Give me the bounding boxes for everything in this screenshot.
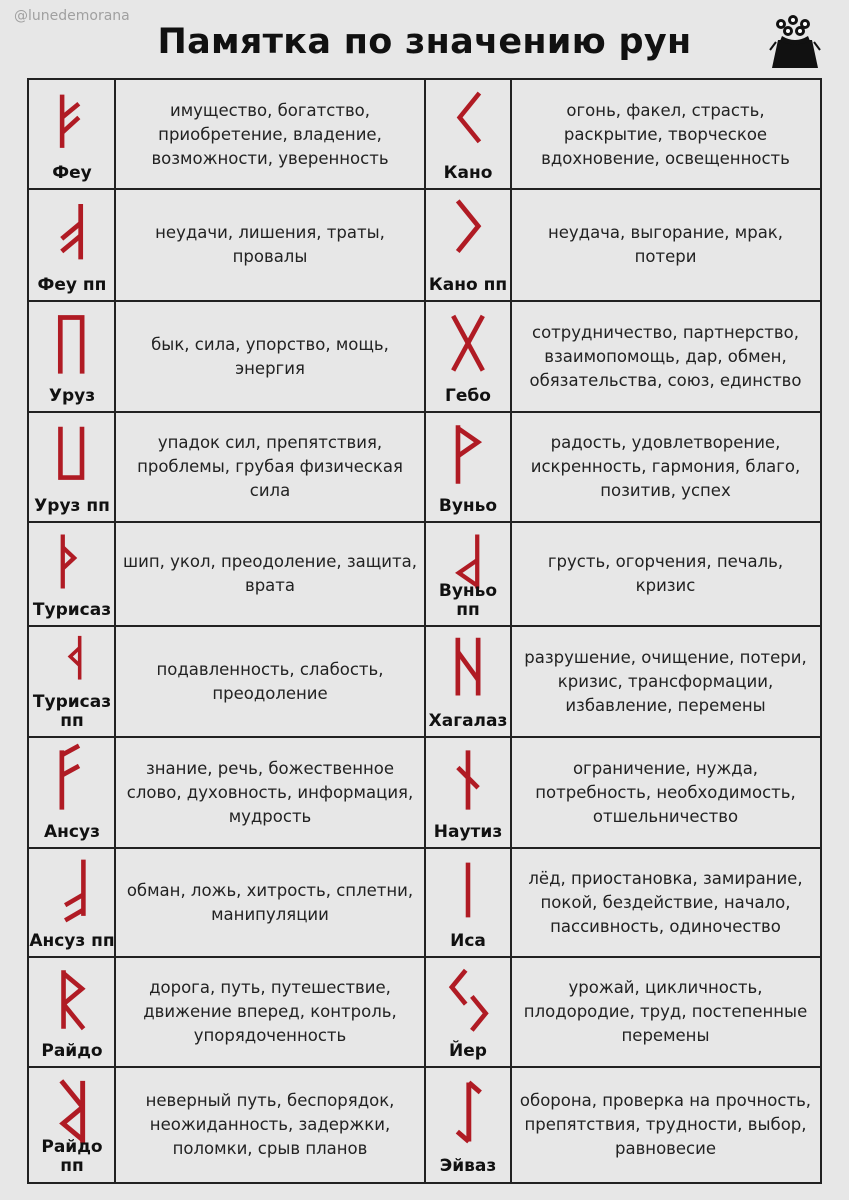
thurisaz-rune-icon xyxy=(29,526,115,597)
kenaz-reversed-rune-icon xyxy=(425,193,511,272)
rune-name: Турисаз xyxy=(32,600,112,620)
rune-name: Уруз xyxy=(48,386,96,406)
rune-meaning: сотрудничество, партнерство, взаимопомощь, дар, обмен, обязательства, союз, единство xyxy=(529,322,802,390)
rune-meaning: упадок сил, препятствия, проблемы, грубая физическая сила xyxy=(137,433,403,500)
wunjo-rune-icon xyxy=(425,416,511,493)
rune-meaning: шип, укол, преодоление, защита, врата xyxy=(123,552,417,595)
uruz-rune-icon xyxy=(29,305,115,383)
rune-name: Райдо xyxy=(41,1041,103,1061)
rune-cell xyxy=(425,957,511,1067)
rune-meaning: разрушение, очищение, потери, кризис, трансформации, избавление, перемены xyxy=(524,647,807,715)
rune-cell xyxy=(29,848,115,957)
ansuz-reversed-rune-icon xyxy=(29,852,115,928)
naudiz-rune-icon xyxy=(425,741,511,819)
author-handle: @lunedemorana xyxy=(14,8,130,24)
rune-name: Вуньо xyxy=(438,496,498,516)
rune-meaning: бык, сила, упорство, мощь, энергия xyxy=(151,334,389,378)
rune-cell xyxy=(29,412,115,522)
hagalaz-rune-icon xyxy=(425,630,511,708)
rune-name: Уруз пп xyxy=(34,496,110,516)
rune-cell xyxy=(425,1067,511,1182)
rune-name: Хагалаз xyxy=(428,711,508,731)
rune-meaning: радость, удовлетворение, искренность, гармония, благо, позитив, успех xyxy=(530,433,801,500)
rune-name: Вуньо пп xyxy=(438,581,498,620)
uruz-reversed-rune-icon xyxy=(29,416,115,493)
isa-rune-icon xyxy=(425,852,511,928)
rune-meaning: лёд, приостановка, замирание, покой, бездействие, начало, пассивность, одиночество xyxy=(528,868,803,936)
rune-name: Феу xyxy=(52,163,92,183)
rune-cell xyxy=(425,412,511,522)
ansuz-rune-icon xyxy=(29,741,115,819)
rune-cell xyxy=(29,522,115,626)
rune-name: Турисаз пп xyxy=(32,692,112,731)
rune-cell xyxy=(29,301,115,412)
rune-name: Ансуз пп xyxy=(29,931,115,951)
rune-cell xyxy=(29,189,115,301)
fehu-rune-icon xyxy=(29,84,115,160)
thurisaz-reversed-rune-icon xyxy=(29,630,115,689)
rune-bag-logo-icon xyxy=(768,14,822,74)
rune-meaning: грусть, огорчения, печаль, кризис xyxy=(547,552,784,595)
rune-cell xyxy=(29,737,115,848)
rune-name: Ансуз xyxy=(44,822,100,842)
raidho-rune-icon xyxy=(29,961,115,1038)
rune-meaning: неудача, выгорание, мрак, потери xyxy=(547,223,784,266)
rune-cell xyxy=(425,626,511,737)
rune-name: Райдо пп xyxy=(41,1137,103,1176)
rune-name: Иса xyxy=(450,931,486,951)
rune-meaning: обман, ложь, хитрость, сплетни, манипуляции xyxy=(126,880,414,924)
rune-cell xyxy=(29,1067,115,1182)
rune-cell xyxy=(29,957,115,1067)
rune-meaning: оборона, проверка на прочность, препятствия, трудности, выбор, равновесие xyxy=(519,1090,812,1158)
page-title: Памятка по значению рун xyxy=(157,22,692,62)
rune-meaning: неверный путь, беспорядок, неожиданность, задержки, поломки, срыв планов xyxy=(145,1090,395,1158)
rune-meaning: неудачи, лишения, траты, провалы xyxy=(155,223,385,266)
rune-cell xyxy=(425,189,511,301)
rune-name: Кано xyxy=(443,163,493,183)
rune-cell xyxy=(425,522,511,626)
rune-cell xyxy=(425,848,511,957)
rune-name: Йер xyxy=(449,1041,487,1061)
rune-cell xyxy=(29,626,115,737)
rune-cell xyxy=(425,301,511,412)
rune-name: Гебо xyxy=(445,386,491,406)
rune-cell xyxy=(425,80,511,189)
jera-rune-icon xyxy=(425,961,511,1038)
rune-meaning: огонь, факел, страсть, раскрытие, творческое вдохновение, освещенность xyxy=(541,100,790,168)
kenaz-rune-icon xyxy=(425,84,511,160)
rune-name: Наутиз xyxy=(433,822,503,842)
rune-cell xyxy=(425,737,511,848)
rune-meaning: имущество, богатство, приобретение, владение, возможности, уверенность xyxy=(151,100,389,168)
eihwaz-rune-icon xyxy=(425,1071,511,1153)
rune-meaning: дорога, путь, путешествие, движение вперед, контроль, упорядоченность xyxy=(143,978,397,1045)
rune-name: Кано пп xyxy=(428,275,508,295)
rune-meaning: знание, речь, божественное слово, духовность, информация, мудрость xyxy=(126,758,414,826)
rune-meaning: подавленность, слабость, преодоление xyxy=(156,659,384,703)
rune-name: Феу пп xyxy=(37,275,107,295)
rune-name: Эйваз xyxy=(439,1156,497,1176)
rune-meaning: урожай, цикличность, плодородие, труд, постепенные перемены xyxy=(523,978,808,1045)
rune-meaning: ограничение, нужда, потребность, необходимость, отшельничество xyxy=(535,758,796,826)
runes-table xyxy=(27,78,822,1184)
rune-cell xyxy=(29,80,115,189)
gebo-rune-icon xyxy=(425,305,511,383)
fehu-reversed-rune-icon xyxy=(29,193,115,272)
